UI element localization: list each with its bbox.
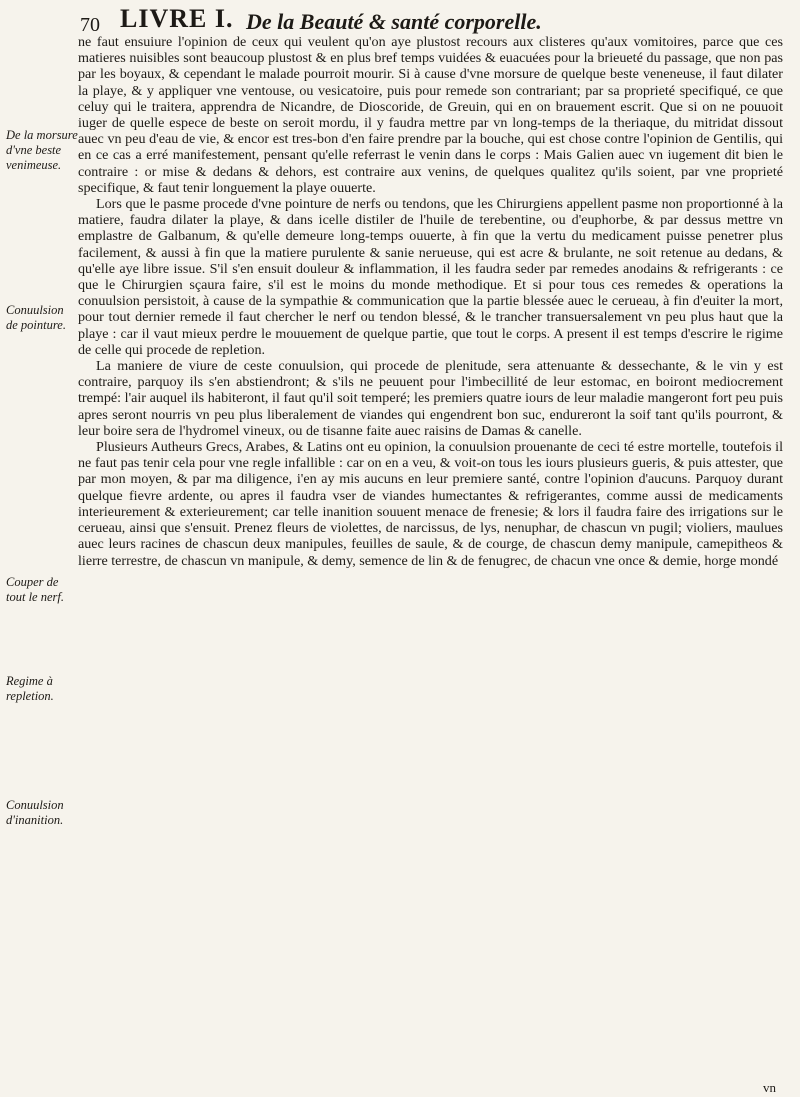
margin-note: Couper de tout le nerf. xyxy=(6,575,64,604)
section-title: De la Beauté & santé corporelle. xyxy=(246,9,542,34)
paragraph: ne faut ensuiure l'opinion de ceux qui veulent qu'on aye plustost recours aux clisteres qu'aux vomitoires, parce que ces matieres nuisibles sont beaucoup plustost & en plus bref temps vuidées & euacuées pour la brieueté du passage, que non pas par les boyaux, & cependant le malade pourroit mourir. Si à cause d'vne morsure de quelque beste veneneuse, il faut dilater la playe, & y appliquer vne ventouse, ou vesicatoire, puis pour remede son contrariant; par sa proprieté specifiqué, ce que celuy qui le traitera, apprendra de Nicandre, de Dioscoride, de Greuin, qui en on brauement escrit. Que si on ne pouuoit iuger de quelle espece de beste on seroit mordu, il y faudra mettre par vn long-temps de la theriaque, du mitridat dissout auec vn peu d'eau de vie, & encor est tres-bon d'en faire prendre par la bouche, qui est chose contre l'opinion de Gentilis, qui en ce cas a erré manifestement, pensant qu'elle referrast le venin dans le corps : Mais Galien auec vn iugement dit bien le contraire : or mise & dedans & dehors, est contraire aux venins, de quelques qualitez qu'ils soient, par vne proprieté specifique, & faut tenir longuement la playe ouuerte. xyxy=(78,34,783,196)
paragraph: La maniere de viure de ceste conuulsion, qui procede de plenitude, sera attenuante & dessechante, & le vin y est contraire, parquoy ils s'en abstiendront; & s'ils ne peuuent pour l'imbecillité de leur estomac, en boiront mediocrement trempé: l'air auquel ils habiteront, il faut qu'il soit temperé; les premiers quatre iours de leur maladie mangeront fort peu puis apres seront nourris vn peu plus liberalement de viandes qui engendrent bon suc, endureront la soif tant qu'ils pourront, & leur boire sera de l'hydromel vineux, ou de tisanne faite auec raisins de Damas & canelle. xyxy=(78,358,783,439)
paragraph: Plusieurs Autheurs Grecs, Arabes, & Latins ont eu opinion, la conuulsion prouenante de ceci té estre mortelle, toutefois il ne faut pas tenir cela pour vne regle infallible : car on en a veu, & voit-on tous les iours plusieurs gueris, & puis attester, que par mon moyen, & par ma diligence, i'en ay mis aucuns en leur premiere santé, contre l'opinion d'aucuns. Parquoy durant quelque fievre ardente, ou apres il faudra vser de viandes humectantes & refrigerantes, comme aussi de medicaments interieurement & exterieurement; car telle inanition souuent menace de frenesie; & lors il faudra faire des irrigations sur le cerueau, ainsi que s'ensuit. Prenez fleurs de violettes, de narcissus, de lys, nenuphar, de chascun vn pugil; violiers, maulues auec leurs racines de chascun deux manipules, feuilles de saule, & de courge, de chascun demy manipule, camepitheos & lierre terrestre, de chascun vn manipule, & demy, semence de lin & de fenugrec, de chacun vne once & demie, horge mondé xyxy=(78,439,783,569)
book-title: LIVRE I. xyxy=(120,4,234,33)
paragraph: Lors que le pasme procede d'vne pointure de nerfs ou tendons, que les Chirurgiens appellent pasme non proportionné à la matiere, faudra dilater la playe, & dans icelle distiler de l'huile de terebentine, ou d'euphorbe, & par dessus mettre vn emplastre de Galbanum, & qu'elle demeure long-temps ouuerte, à fin que la vertu du medicament puisse penetrer plus facilement, & aussi à fin que la matiere purulente & sanie nerueuse, qui est acre & brulante, ne soit retenue au dedans, & qu'elle aye libre issue. S'il s'en ensuit douleur & inflammation, il les faudra seder par remedes anodains & refrigerants : ce que le Chirurgien sçaura faire, s'il est le moins du monde methodique. Et si pour tous ces remedes & operations la conuulsion persistoit, à cause de la sympathie & communication que la partie blessée auec le cerueau, à fin d'euiter la mort, pour tout dernier remede il faut chercher le nerf ou tendon blessé, & le trancher transuersalement vn peu plus haut que la playe : car il vaut mieux perdre le mouuement de quelque partie, que tout le corps. A present il est temps d'escrire le rigime de celle qui procede de repletion. xyxy=(78,196,783,358)
margin-note: Regime à repletion. xyxy=(6,674,54,703)
margin-note: Conuulsion de pointure. xyxy=(6,303,66,332)
body-text xyxy=(78,34,783,569)
margin-note: Conuulsion d'inanition. xyxy=(6,798,64,827)
catchword: vn xyxy=(763,1080,776,1095)
page-number: 70 xyxy=(80,14,100,36)
margin-note: De la morsure d'vne beste venimeuse. xyxy=(6,128,78,172)
